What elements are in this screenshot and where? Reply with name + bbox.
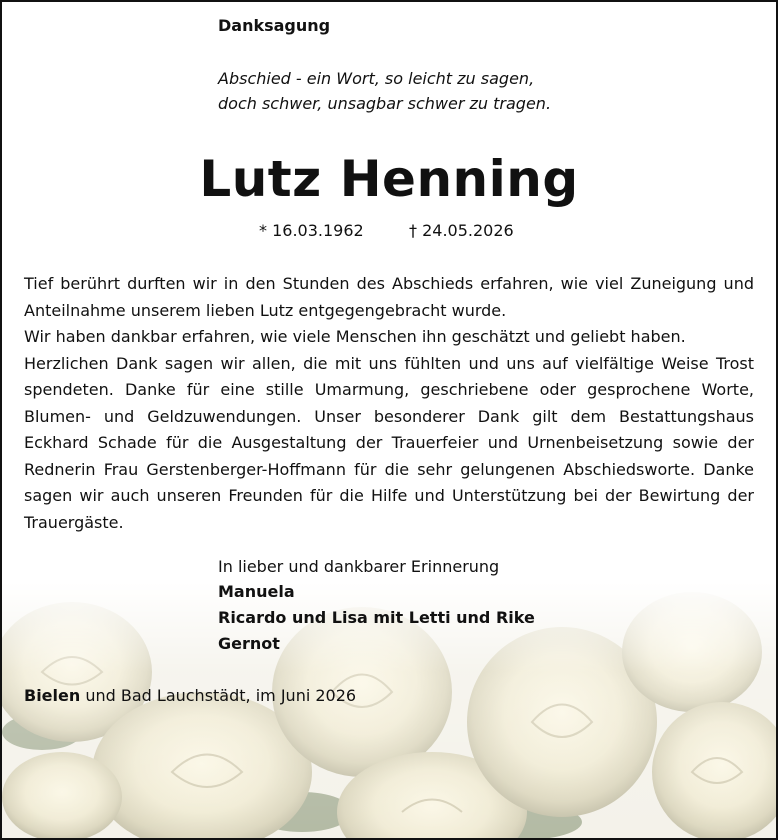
place-rest: und Bad Lauchstädt, im Juni 2026 bbox=[80, 686, 357, 705]
death-date: † 24.05.2026 bbox=[409, 221, 514, 240]
place-date-line bbox=[24, 686, 356, 705]
body-paragraph-3: Herzlichen Dank sagen wir allen, die mit uns fühlten und uns auf vielfältige Weise Trost spendeten. Danke für eine stille Umarmung, geschriebene oder gesprochene Worte, Blumen- und Geldzuwendungen. Unser besonderer Dank gilt dem Bestattungshaus Eckhard Schade für die Ausgestaltung der Trauerfeier und Urnenbeisetzung sowie der Rednerin Frau Gerstenberger-Hoffmann für die sehr gelungenen Abschiedsworte. Danke sagen wir auch unseren Freunden für die Hilfe und Unterstützung bei der Bewirtung der Trauergäste. bbox=[24, 353, 754, 532]
body-paragraph-2: Wir haben dankbar erfahren, wie viele Menschen ihn geschätzt und geliebt haben. bbox=[24, 327, 686, 346]
body-paragraph-1: Tief berührt durften wir in den Stunden des Abschieds erfahren, wie viel Zuneigung und Anteilnahme unserem lieben Lutz entgegengebracht wurde. bbox=[24, 274, 754, 320]
signature-name-1: Manuela bbox=[218, 582, 295, 601]
signature-name-3: Gernot bbox=[218, 634, 280, 653]
poem bbox=[218, 66, 551, 116]
place-town: Bielen bbox=[24, 686, 81, 705]
header-title: Danksagung bbox=[218, 16, 331, 35]
thanks-body bbox=[24, 271, 754, 536]
signature-intro: In lieber und dankbarer Erinnerung bbox=[218, 557, 500, 576]
signature-name-2: Ricardo und Lisa mit Letti und Rike bbox=[218, 608, 535, 627]
poem-line-1: Abschied - ein Wort, so leicht zu sagen, bbox=[218, 69, 535, 88]
deceased-name: Lutz Henning bbox=[199, 150, 579, 208]
poem-line-2: doch schwer, unsagbar schwer zu tragen. bbox=[218, 94, 552, 113]
birth-date: * 16.03.1962 bbox=[259, 221, 364, 240]
